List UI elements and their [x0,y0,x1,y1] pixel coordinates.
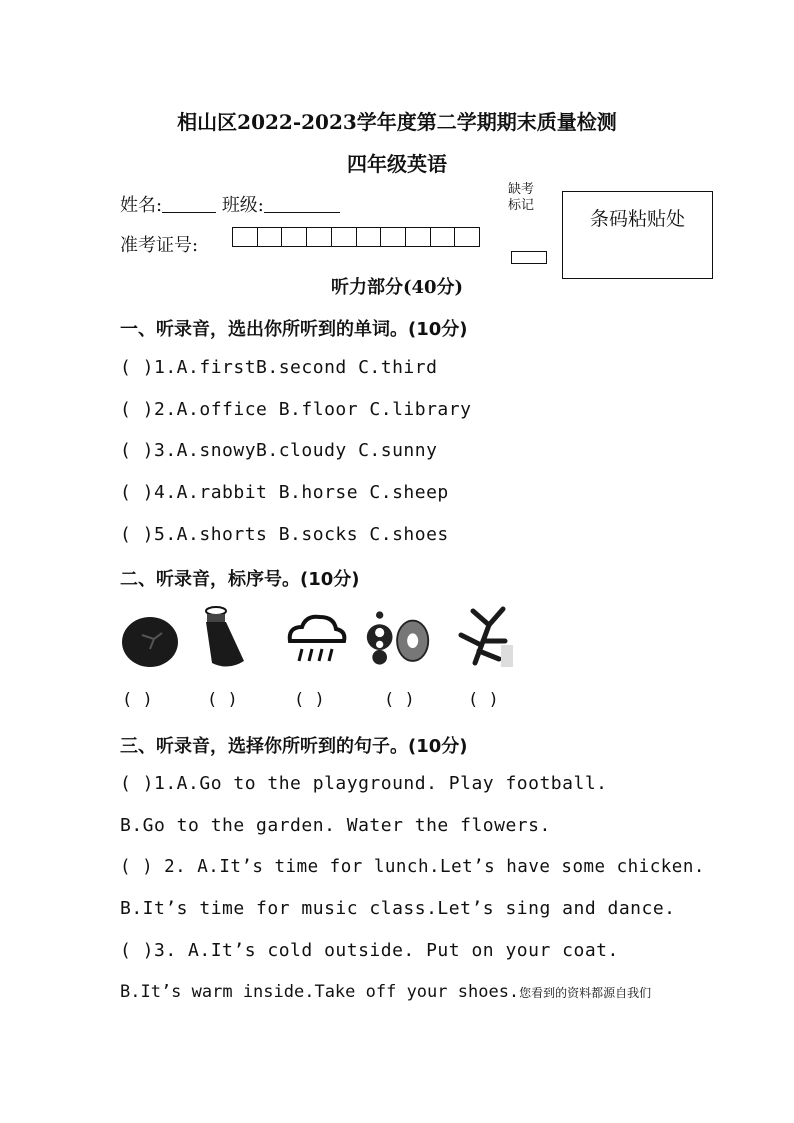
section3-heading: 三、听录音，选择你所听到的句子。(10分) [120,736,468,757]
absent-mark-label: 缺考 标记 [508,182,535,213]
exam-title: 相山区2022-2023学年度第二学期期末质量检测 [177,110,617,134]
list-item: ( )5.A.shorts B.socks C.shoes [120,524,449,545]
skirt-icon [198,605,264,671]
sentence-line: B.Go to the garden. Water the flowers. [120,815,551,836]
plant-icon [455,605,521,671]
watermark-text: 您看到的资料都源自我们 [519,986,652,1000]
sentence-line: ( )3. A.It’s cold outside. Put on your coat. [120,940,619,961]
rain-cloud-icon [284,605,350,671]
class-label: 班级: [221,195,264,216]
barcode-label: 条码粘贴处 [589,208,685,230]
answer-blank[interactable]: ( ) [207,690,238,710]
list-item: ( )2.A.office B.floor C.library [120,399,472,420]
answer-blank[interactable]: ( ) [384,690,415,710]
sentence-line: B.It’s time for music class.Let’s sing and dance. [120,898,676,919]
list-item: ( )3.A.snowyB.cloudy C.sunny [120,440,438,461]
answer-blank[interactable]: ( ) [468,690,499,710]
name-blank[interactable] [162,194,216,213]
absent-mark-box[interactable] [511,251,547,264]
exam-subtitle: 四年级英语 [347,152,447,176]
barcode-area [562,191,713,279]
name-row [120,191,340,217]
section2-heading: 二、听录音，标序号。(10分) [120,569,360,590]
class-blank[interactable] [264,194,340,213]
listening-heading: 听力部分(40分) [330,277,464,298]
exam-id-boxes[interactable] [232,227,480,247]
sentence-line: ( ) 2. A.It’s time for lunch.Let’s have some chicken. [120,857,705,877]
list-item: ( )4.A.rabbit B.horse C.sheep [120,482,449,503]
name-label: 姓名: [120,195,163,216]
sentence-line: B.It’s warm inside.Take off your shoes. [120,982,520,1002]
exam-id-label: 准考证号: [120,235,199,256]
sentence-line: ( )1.A.Go to the playground. Play football. [120,773,608,794]
glasses-icon [365,605,431,671]
sentence-line-with-watermark [120,982,651,1002]
answer-blank[interactable]: ( ) [122,690,153,710]
list-item: ( )1.A.firstB.second C.third [120,357,438,378]
section1-heading: 一、听录音，选出你所听到的单词。(10分) [120,319,468,340]
answer-blank[interactable]: ( ) [294,690,325,710]
hat-icon [120,605,186,671]
